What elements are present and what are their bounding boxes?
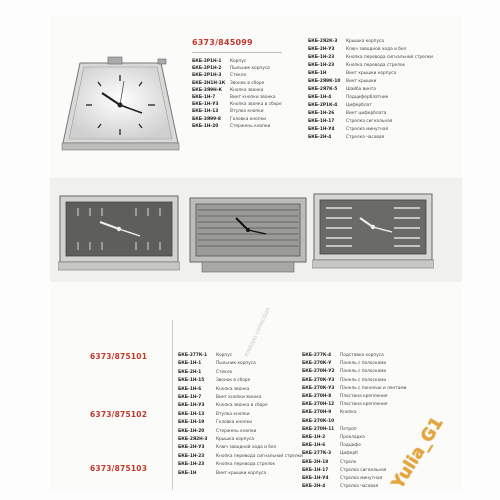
part-number: БКБ-270Н-12 [302, 402, 335, 408]
parts-row [302, 360, 386, 367]
parts-row [308, 38, 384, 45]
part-number: БКБ-2Н-1 [178, 369, 202, 375]
parts-row [178, 369, 232, 376]
part-number: БКБ-1Н-У3 [178, 403, 205, 409]
parts-row [302, 393, 387, 400]
parts-row [192, 72, 246, 79]
part-description: Ключ заводной хода и бел [346, 47, 407, 52]
part-number: БКБ-2Р1Н-3 [192, 73, 222, 79]
part-description: Пыльник корпуса [216, 361, 256, 367]
part-number: БКБ-2Н-18 [302, 459, 329, 465]
part-number: БКБ-1Н [178, 470, 197, 476]
part-number: БКБ-270К-У [302, 361, 332, 367]
parts-row [178, 360, 256, 367]
part-description: Винт крышки корпуса [346, 71, 397, 76]
part-description: Циферб [340, 451, 358, 457]
parts-row [192, 94, 276, 101]
part-description: Корпус [216, 353, 233, 358]
part-number: БКБ-1Н-1 [178, 361, 202, 367]
part-number: БКБ-1Н-7 [178, 395, 202, 400]
part-description: Кнопка перевода сигнальной стрелки [346, 55, 433, 60]
part-number: БКБ-2Н1Н-1К [192, 80, 226, 86]
parts-row [178, 444, 276, 451]
parts-row [308, 78, 376, 85]
parts-row [302, 409, 357, 416]
part-number: БКБ-2Р1Н-1 [192, 59, 222, 64]
parts-row [308, 54, 433, 61]
parts-row [178, 352, 232, 359]
part-number: БКБ-270Н-9 [302, 410, 332, 416]
part-number: БКБ-1Н-20 [178, 428, 205, 434]
part-number: БКБ-2Я2Н-3 [178, 437, 208, 442]
part-description: Стрелк [340, 459, 357, 465]
part-number: БКБ-1Н-19 [178, 420, 205, 426]
part-description: Панель с полосками [340, 361, 387, 367]
parts-row [192, 65, 270, 72]
model-code-845099: 6373/845099 [192, 38, 253, 47]
part-number: БКБ-2Н-4 [308, 135, 332, 140]
clock-illustration-875102 [188, 196, 308, 276]
part-description: Кнопка звонка [230, 87, 264, 93]
parts-row [302, 377, 386, 384]
part-description: Стекло [230, 73, 247, 79]
part-description: Кнопка перевода сигнальной стрелки [216, 453, 303, 459]
parts-row [302, 450, 358, 457]
part-number: БКБ-2Р1Н-2 [192, 66, 222, 72]
part-number: БКБ-1Н-17 [302, 467, 329, 473]
part-description: Головка кнопки [230, 116, 266, 122]
part-description: Панель с панелью и лентами [340, 385, 407, 391]
part-number: БКБ-2Я7К-5 [308, 87, 338, 92]
part-number: БКБ-1Н-17 [308, 119, 335, 124]
parts-row [302, 467, 386, 474]
parts-row [308, 134, 384, 141]
part-description: Стрелка часовая [346, 135, 385, 140]
part-description: Подциферблатник [346, 95, 389, 100]
parts-row [302, 352, 384, 359]
part-description: Стержень кнопки [230, 123, 271, 129]
part-number: БКБ-1Н-23 [308, 63, 335, 68]
clock-illustration-875101 [58, 192, 180, 274]
part-number: БКБ-1Н-26 [308, 111, 335, 116]
part-number: БКБ-1Н-23 [178, 453, 205, 459]
part-description: Кнопка звонка в сборе [216, 403, 268, 409]
part-description: Пластина крепления [340, 394, 388, 399]
parts-row [192, 123, 270, 130]
part-number: БКБ-270Н-11 [302, 426, 335, 432]
part-number: БКБ-1Н-У4 [302, 476, 329, 481]
part-description: Винт крышки корпуса [216, 470, 267, 476]
watermark: Yulia_G1 [388, 413, 448, 493]
part-description: Крышка корпуса [216, 437, 254, 442]
part-number: БКБ-1Н-20 [192, 123, 219, 129]
part-description: Звонок в сборе [216, 378, 251, 384]
part-description: Ключ заводной хода и бел [216, 445, 277, 451]
part-number: БКБ-1Н-23 [308, 55, 335, 60]
parts-row [302, 483, 378, 490]
part-description: Втулка кнопки [230, 109, 264, 115]
part-description: Головка кнопки [216, 420, 252, 426]
part-description: Пыльник корпуса [230, 66, 270, 72]
model-code-875102: 6373/875102 [90, 410, 148, 419]
parts-row [302, 434, 365, 441]
part-number: БКБ-270К-У3 [302, 377, 335, 383]
part-description: Прокладка [340, 435, 365, 440]
part-number: БКБ-2Р1К-4 [308, 103, 338, 108]
part-description: Петроп [340, 426, 357, 432]
part-description: Циферблат [346, 103, 372, 108]
parts-row [308, 70, 396, 77]
part-description: Подцифе [340, 443, 361, 449]
divider [192, 52, 282, 53]
part-number: БКБ-2Н-4 [302, 484, 326, 490]
model-code-875103: 6373/875103 [90, 464, 148, 473]
parts-row [178, 428, 256, 435]
part-description: Пластина крепления [340, 402, 388, 408]
part-number: БКБ-2Я2К-3 [308, 39, 338, 44]
parts-row [192, 101, 282, 108]
parts-row [178, 394, 262, 401]
part-number: БКБ-270К-У3 [302, 385, 335, 391]
part-description: Корпус [230, 59, 247, 64]
part-number: БКБ-1Н-6 [302, 443, 326, 449]
part-description: Стрелка минутная [346, 127, 389, 132]
part-description: Панель с полосками [340, 369, 387, 375]
part-description: Стержень кнопки [216, 428, 257, 434]
parts-row [178, 386, 249, 393]
parts-row [302, 401, 387, 408]
parts-row [178, 402, 268, 409]
part-number: БКБ-3Я9Н-К [192, 87, 223, 93]
parts-row [308, 110, 386, 117]
parts-row [178, 470, 266, 477]
part-number: БКБ-2Я9К-10 [308, 79, 341, 84]
part-number: БКБ-277К-3 [302, 451, 332, 457]
part-description: Винт кнопки звонка [216, 395, 262, 400]
parts-row [302, 475, 382, 482]
part-number: БКБ-1Н-6 [178, 386, 202, 392]
part-description: Подставка корпуса [340, 353, 384, 358]
part-number: БКБ-3Я99-8 [192, 116, 221, 122]
part-number: БКБ-277К-1 [178, 353, 208, 358]
part-number: БКБ-1Н-4 [308, 95, 332, 100]
part-number: БКБ-270Н-8 [302, 394, 332, 399]
parts-row [192, 87, 263, 94]
part-description: Кнопка перевода стрелок [216, 462, 276, 468]
part-description: Кнопка звонка в сборе [230, 102, 282, 108]
part-number: БКБ-1Н-13 [192, 109, 219, 115]
part-number: БКБ-270Н-У2 [302, 369, 335, 375]
part-description: Винт кнопки звонка [230, 95, 276, 100]
part-number: БКБ-1Н-7 [192, 95, 216, 100]
part-description: Втулка кнопки [216, 411, 250, 417]
parts-row [308, 62, 405, 69]
part-description: Стрелка сигнальная [340, 467, 387, 473]
column-divider [172, 320, 173, 490]
part-number: БКБ-277К-4 [302, 353, 332, 358]
clock-illustration-845099 [58, 55, 183, 155]
part-number: БКБ-2Н-У3 [178, 445, 205, 451]
part-description: Звонок в сборе [230, 80, 265, 86]
part-description: Стрелка сигнальная [346, 119, 393, 124]
model-code-875101: 6373/875101 [90, 352, 148, 361]
part-description: Стекло [216, 369, 233, 375]
part-number: БКБ-1Н-У4 [308, 127, 335, 132]
part-number: БКБ-1Н-13 [178, 411, 205, 417]
parts-row [302, 442, 361, 449]
part-number: БКБ-1Н-15 [178, 378, 205, 384]
parts-row [192, 116, 266, 123]
part-number: БКБ-1Н-У3 [192, 102, 219, 108]
parts-row [192, 80, 264, 87]
parts-row [178, 461, 275, 468]
parts-row [178, 411, 250, 418]
part-number: БКБ-2Н-У3 [308, 47, 335, 52]
parts-row [302, 385, 406, 392]
parts-row [192, 108, 264, 115]
parts-row [302, 459, 356, 466]
parts-row [178, 436, 254, 443]
parts-row [192, 58, 246, 65]
part-description: Панель с полосками [340, 377, 387, 383]
part-number: БКБ-1Н-23 [178, 462, 205, 468]
parts-row [178, 453, 303, 460]
parts-row [308, 86, 376, 93]
parts-row [302, 418, 340, 425]
part-description: Кнопка [340, 410, 357, 416]
parts-row [308, 126, 388, 133]
clock-illustration-875103 [312, 190, 434, 274]
parts-row [308, 94, 388, 101]
parts-row [302, 368, 386, 375]
parts-row [308, 46, 406, 53]
part-description: Винт циферблата [346, 111, 387, 116]
part-description: Кнопка перевода стрелок [346, 63, 406, 68]
watermark-small: motopo collection [243, 306, 273, 358]
part-number: БКБ-270К-10 [302, 418, 335, 424]
part-description: Винт крышки [346, 79, 377, 84]
parts-row [308, 102, 372, 109]
parts-row [302, 426, 357, 433]
part-description: Кнопка звонка [216, 386, 250, 392]
part-description: Стрелка часовая [340, 484, 379, 490]
parts-row [178, 377, 250, 384]
part-number: БКБ-1Н [308, 71, 327, 76]
part-description: Крышка корпуса [346, 39, 384, 44]
part-description: Стрелка минутная [340, 476, 383, 481]
part-description: Шайба винта [346, 87, 376, 92]
parts-row [178, 419, 252, 426]
part-number: БКБ-1Н-2 [302, 435, 326, 440]
parts-row [308, 118, 392, 125]
